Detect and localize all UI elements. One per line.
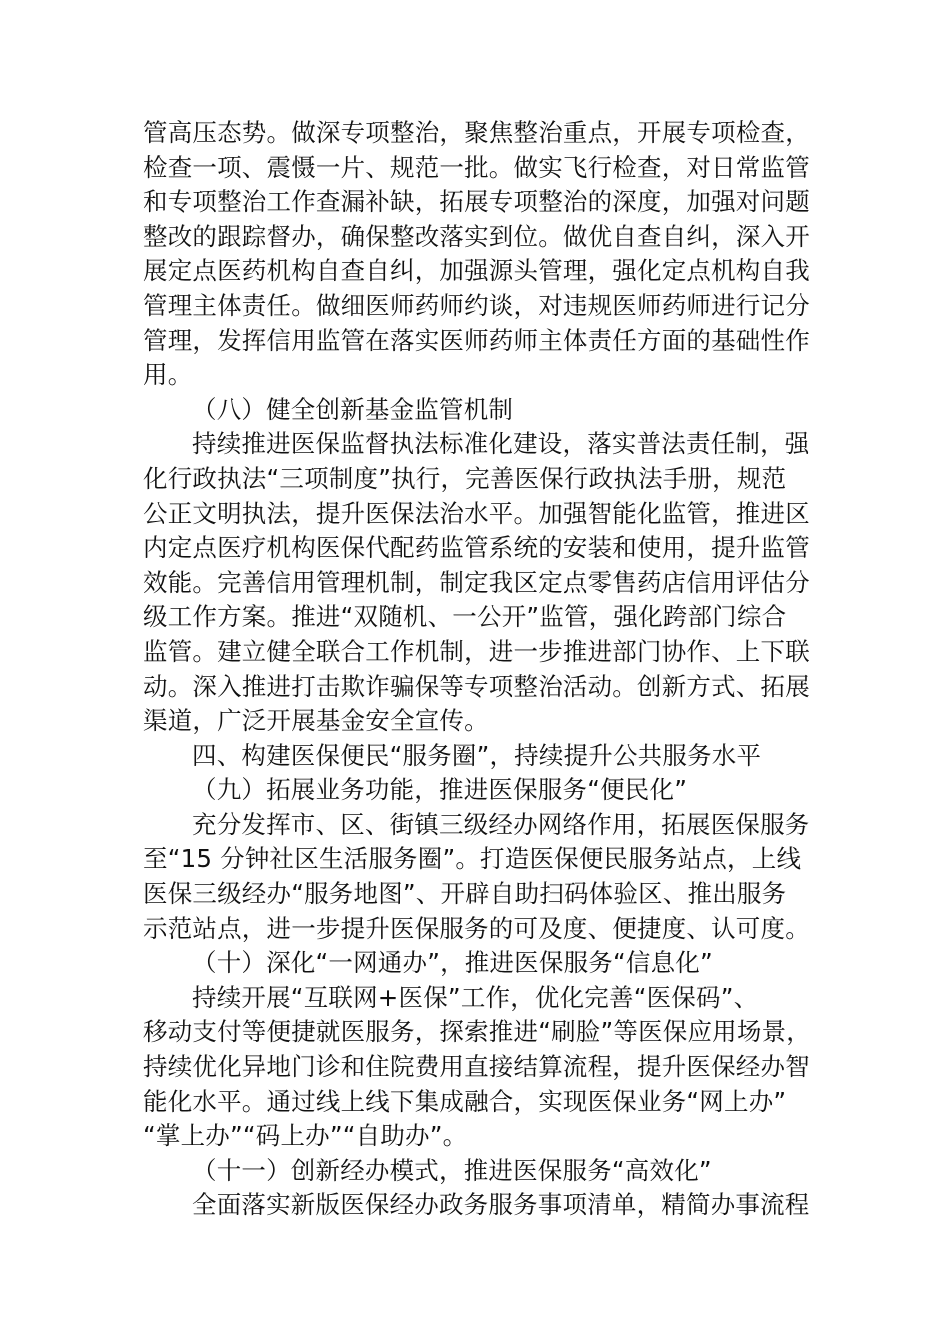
paragraph-line: 示范站点，进一步提升医保服务的可及度、便捷度、认可度。 — [143, 913, 810, 943]
paragraph-line: 展定点医药机构自查自纠，加强源头管理，强化定点机构自我 — [143, 256, 810, 286]
chapter-heading: 四、构建医保便民“服务圈”，持续提升公共服务水平 — [192, 740, 762, 770]
paragraph-line: “掌上办”“码上办”“自助办”。 — [143, 1121, 468, 1151]
paragraph-line: 持续优化异地门诊和住院费用直接结算流程，提升医保经办智 — [143, 1052, 810, 1082]
paragraph-first-line: 充分发挥市、区、街镇三级经办网络作用，拓展医保服务 — [192, 809, 810, 839]
paragraph-line: 移动支付等便捷就医服务，探索推进“刷脸”等医保应用场景， — [143, 1017, 811, 1047]
paragraph-line: 检查一项、震慑一片、规范一批。做实飞行检查，对日常监管 — [143, 152, 810, 182]
paragraph-line: 级工作方案。推进“双随机、一公开”监管，强化跨部门综合 — [143, 602, 787, 632]
paragraph-line: 整改的跟踪督办，确保整改落实到位。做优自查自纠，深入开 — [143, 221, 810, 251]
section-heading: （九）拓展业务功能，推进医保服务“便民化” — [192, 775, 688, 805]
paragraph-line: 医保三级经办“服务地图”、开辟自助扫码体验区、推出服务 — [143, 879, 787, 909]
paragraph-line: 效能。完善信用管理机制，制定我区定点零售药店信用评估分 — [143, 567, 810, 597]
paragraph-line: 化行政执法“三项制度”执行，完善医保行政执法手册，规范 — [143, 463, 787, 493]
section-heading: （十一）创新经办模式，推进医保服务“高效化” — [192, 1155, 712, 1185]
paragraph-first-line: 持续开展“互联网+医保”工作，优化完善“医保码”、 — [192, 982, 759, 1012]
paragraph-line: 监管。建立健全联合工作机制，进一步推进部门协作、上下联 — [143, 636, 810, 666]
paragraph-line: 管理，发挥信用监管在落实医师药师主体责任方面的基础性作 — [143, 325, 810, 355]
document-body — [143, 116, 811, 1223]
paragraph-line: 至“15 分钟社区生活服务圈”。打造医保便民服务站点，上线 — [143, 844, 802, 874]
paragraph-line: 渠道，广泛开展基金安全宣传。 — [143, 706, 489, 736]
paragraph-line: 用。 — [143, 360, 193, 390]
paragraph-line: 公正文明执法，提升医保法治水平。加强智能化监管，推进区 — [143, 498, 810, 528]
paragraph-line: 和专项整治工作查漏补缺，拓展专项整治的深度，加强对问题 — [143, 187, 810, 217]
section-heading: （八）健全创新基金监管机制 — [192, 394, 514, 424]
paragraph-line: 管理主体责任。做细医师药师约谈，对违规医师药师进行记分 — [143, 290, 810, 320]
paragraph-first-line: 全面落实新版医保经办政务服务事项清单，精简办事流程 — [192, 1190, 810, 1220]
paragraph-line: 管高压态势。做深专项整治，聚焦整治重点，开展专项检查， — [143, 118, 810, 147]
section-heading: （十）深化“一网通办”，推进医保服务“信息化” — [192, 948, 713, 978]
paragraph-line: 能化水平。通过线上线下集成融合，实现医保业务“网上办” — [143, 1086, 787, 1116]
paragraph-first-line: 持续推进医保监督执法标准化建设，落实普法责任制，强 — [192, 429, 810, 459]
paragraph-line: 动。深入推进打击欺诈骗保等专项整治活动。创新方式、拓展 — [143, 671, 810, 701]
paragraph-line: 内定点医疗机构医保代配药监管系统的安装和使用，提升监管 — [143, 533, 810, 563]
